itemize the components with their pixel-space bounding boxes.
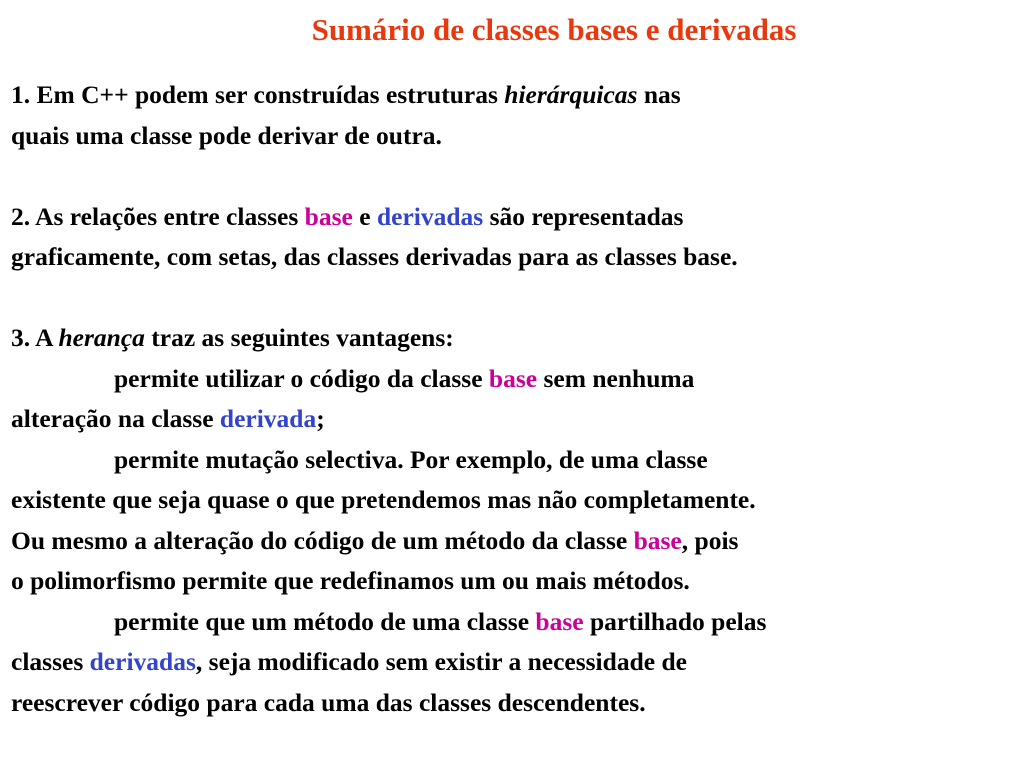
- spacer: [11, 156, 1019, 197]
- advantage-3-line-1: [11, 602, 1019, 643]
- text: traz as seguintes vantagens:: [144, 323, 454, 352]
- advantage-2-line-2: existente que seja quase o que pretendemos mas não completamente.: [11, 485, 756, 514]
- keyword-derivadas: derivadas: [376, 201, 484, 231]
- emphasis-heranca: herança: [58, 323, 145, 352]
- advantage-1-line-2: [11, 399, 1019, 440]
- text: , pois: [681, 525, 739, 555]
- advantage-1-line-1: [11, 359, 1019, 400]
- paragraph-1-line-2: quais uma classe pode derivar de outra.: [11, 120, 442, 150]
- text: , seja modificado sem existir a necessidade de: [195, 647, 687, 676]
- keyword-derivada: derivada: [219, 404, 317, 433]
- paragraph-2-line-1: [11, 197, 1019, 238]
- text: permite que um método de uma classe: [114, 606, 536, 636]
- text: sem nenhuma: [537, 363, 695, 393]
- text: permite utilizar o código da classe: [114, 363, 489, 393]
- emphasis-hierarquicas: hierárquicas: [504, 80, 638, 109]
- keyword-base: base: [633, 525, 682, 555]
- text: 3. A: [11, 323, 59, 352]
- keyword-base: base: [304, 201, 353, 231]
- text: partilhado pelas: [583, 606, 767, 636]
- advantage-2-line-3: [11, 521, 1019, 562]
- text: e: [352, 201, 377, 231]
- text: ;: [316, 404, 325, 433]
- text: 2. As relações entre classes: [11, 201, 305, 231]
- paragraph-1-line-1: [11, 75, 1019, 116]
- text: classes: [11, 647, 90, 676]
- slide-body: [11, 75, 1019, 723]
- paragraph-2-line-2: graficamente, com setas, das classes derivadas para as classes base.: [11, 242, 738, 271]
- text: são representadas: [483, 201, 684, 231]
- paragraph-3-line-1: [11, 318, 1019, 359]
- advantage-3-line-2: [11, 642, 1019, 683]
- advantage-3-line-3: reescrever código para cada uma das classes descendentes.: [11, 687, 646, 717]
- slide-title: Sumário de classes bases e derivadas: [311, 12, 797, 47]
- text: 1. Em C++ podem ser construídas estruturas: [11, 80, 505, 109]
- keyword-derivadas: derivadas: [89, 647, 196, 676]
- keyword-base: base: [535, 606, 584, 636]
- text: nas: [637, 80, 681, 109]
- text: Ou mesmo a alteração do código de um método da classe: [11, 525, 634, 555]
- text: alteração na classe: [11, 404, 220, 433]
- advantage-2-line-1: permite mutação selectiva. Por exemplo, de uma classe: [114, 444, 708, 474]
- keyword-base: base: [488, 363, 538, 393]
- spacer: [11, 278, 1019, 319]
- advantage-2-line-4: o polimorfismo permite que redefinamos um ou mais métodos.: [11, 566, 690, 595]
